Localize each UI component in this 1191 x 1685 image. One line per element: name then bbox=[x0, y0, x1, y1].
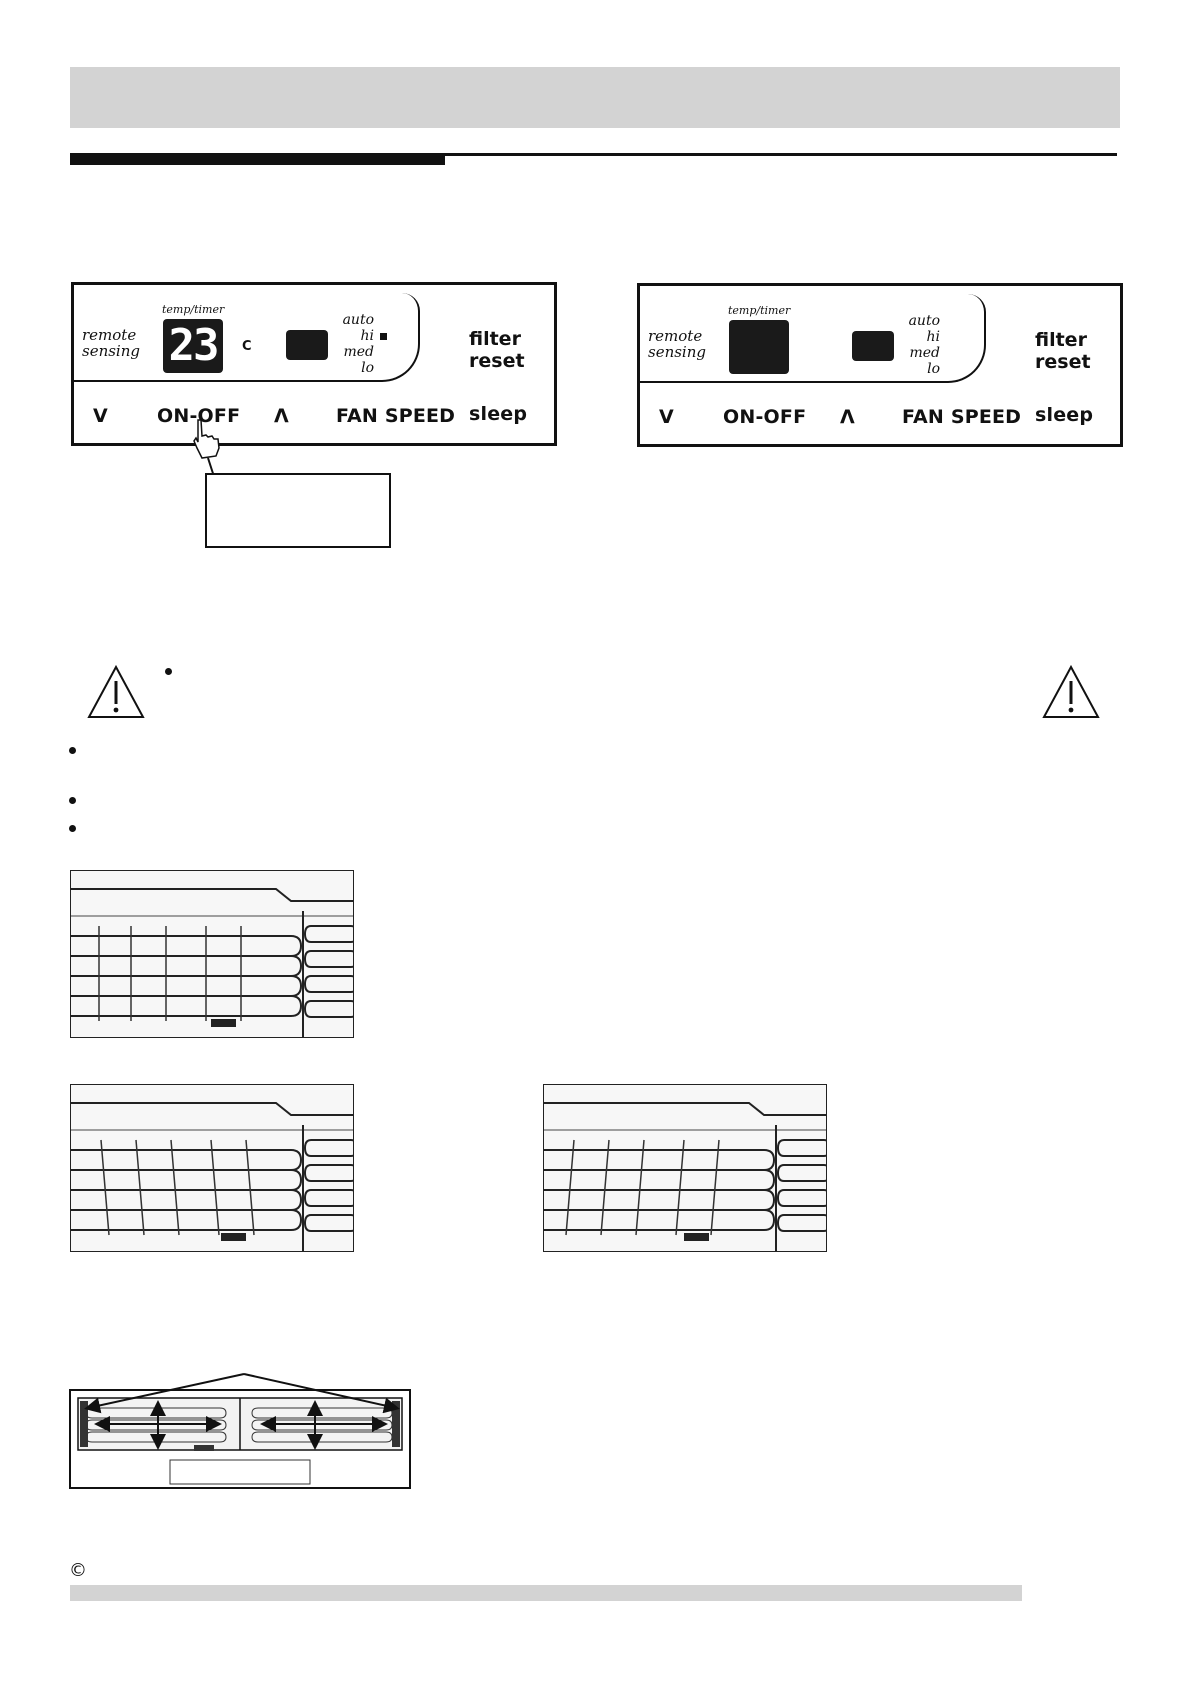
temperature-display bbox=[729, 320, 789, 374]
remote-sensing-label: remote sensing bbox=[648, 327, 706, 361]
callout-box bbox=[205, 473, 391, 548]
speed-auto: auto bbox=[342, 312, 374, 328]
speed-lo: lo bbox=[361, 360, 374, 376]
bullet-point bbox=[69, 825, 76, 832]
louver-photo-1 bbox=[70, 870, 354, 1038]
temperature-display: 23 bbox=[163, 319, 223, 373]
speed-med: med bbox=[343, 344, 374, 360]
temp-down-button[interactable]: V bbox=[659, 406, 674, 428]
warning-triangle-icon bbox=[86, 664, 146, 720]
bullet-point bbox=[165, 668, 172, 675]
speed-med: med bbox=[909, 345, 940, 361]
header-band bbox=[70, 67, 1120, 128]
sleep-button[interactable]: sleep bbox=[1035, 404, 1094, 426]
unit-indicator: C bbox=[242, 339, 252, 354]
temp-timer-label: temp/timer bbox=[728, 304, 791, 317]
speed-hi: hi bbox=[926, 329, 940, 345]
control-panel-on bbox=[71, 282, 557, 446]
louver-photo-2 bbox=[70, 1084, 354, 1252]
bullet-point bbox=[69, 747, 76, 754]
section-rule-thick bbox=[70, 153, 445, 165]
mode-display bbox=[852, 331, 894, 361]
on-off-button[interactable]: ON-OFF bbox=[157, 405, 241, 427]
speed-hi: hi bbox=[360, 328, 374, 344]
fan-speed-button[interactable]: FAN SPEED bbox=[336, 405, 456, 427]
remote-sensing-label: remote sensing bbox=[82, 326, 140, 360]
temp-up-button[interactable]: Λ bbox=[840, 406, 855, 428]
speed-lo: lo bbox=[927, 361, 940, 377]
fan-speed-indicator-list bbox=[900, 313, 940, 377]
louver-photo-3 bbox=[543, 1084, 827, 1252]
speed-hi-indicator-dot bbox=[380, 333, 387, 340]
copyright-symbol: © bbox=[69, 1560, 87, 1581]
fan-speed-button[interactable]: FAN SPEED bbox=[902, 406, 1022, 428]
filter-reset-button[interactable]: filter reset bbox=[1035, 329, 1091, 373]
warning-triangle-icon bbox=[1041, 664, 1101, 720]
temp-timer-label: temp/timer bbox=[162, 303, 225, 316]
fan-speed-indicator-list bbox=[334, 312, 374, 376]
section-rule-thin bbox=[445, 153, 1117, 156]
temp-down-button[interactable]: V bbox=[93, 405, 108, 427]
filter-reset-button[interactable]: filter reset bbox=[469, 328, 525, 372]
footer-band bbox=[70, 1585, 1022, 1601]
louver-direction-diagram bbox=[68, 1368, 413, 1490]
control-panel-off bbox=[637, 283, 1123, 447]
mode-display bbox=[286, 330, 328, 360]
temp-up-button[interactable]: Λ bbox=[274, 405, 289, 427]
speed-auto: auto bbox=[908, 313, 940, 329]
bullet-point bbox=[69, 797, 76, 804]
sleep-button[interactable]: sleep bbox=[469, 403, 528, 425]
on-off-button[interactable]: ON-OFF bbox=[723, 406, 807, 428]
